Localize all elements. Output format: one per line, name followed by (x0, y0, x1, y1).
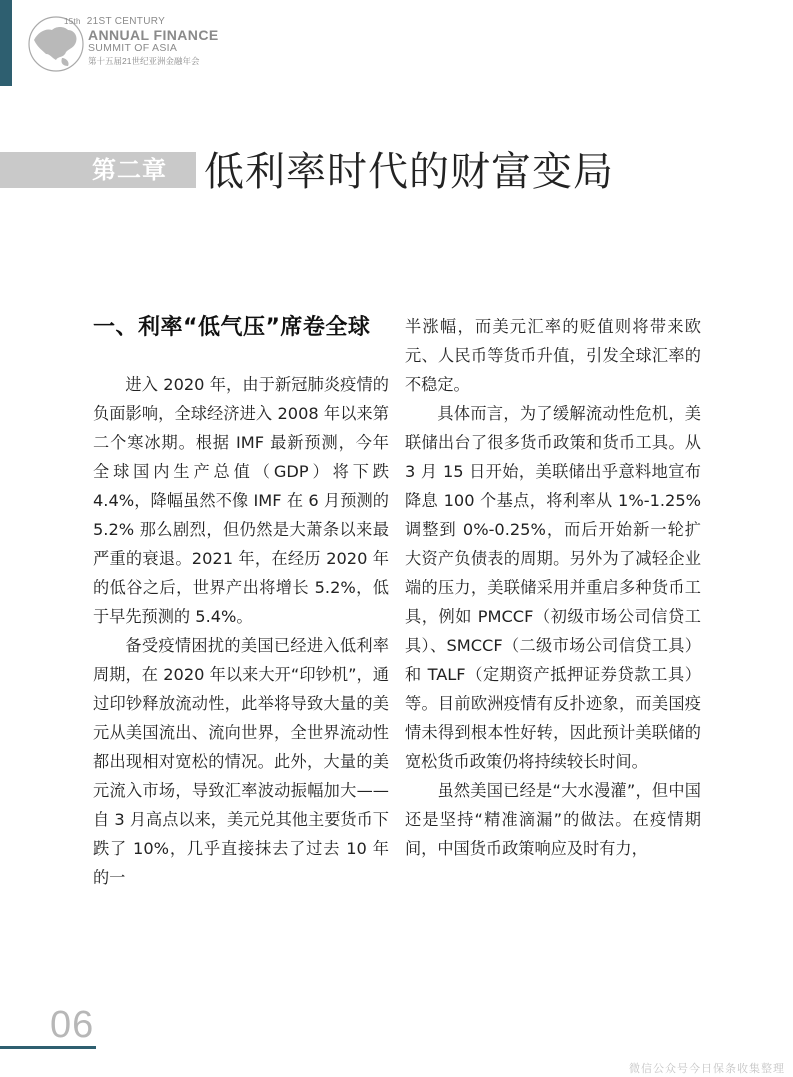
page-number: 06 (50, 1004, 95, 1046)
summit-logo-text (64, 16, 219, 68)
chapter-label: 第二章 (92, 156, 167, 184)
paragraph: 备受疫情困扰的美国已经进入低利率周期，在 2020 年以来大开“印钞机”，通过印钞释放流动性，此举将导致大量的美元从美国流出、流向世界，全世界流动性都出现相对宽松的情况。此外，大量的美元流入市场，导致汇率波动振幅加大——自 3 月高点以来，美元兑其他主要货币下跌了 10%，几乎直接抹去了过去 10 年的一 (93, 636, 389, 887)
logo-line-2: ANNUAL FINANCE (88, 27, 219, 43)
paragraph: 虽然美国已经是“大水漫灌”，但中国还是坚持“精准滴漏”的做法。在疫情期间，中国货币政策响应及时有力， (405, 781, 701, 858)
left-column (93, 312, 389, 892)
paragraph: 具体而言，为了缓解流动性危机，美联储出台了很多货币政策和货币工具。从 3 月 15 日开始，美联储出乎意料地宣布降息 100 个基点，将利率从 1%-1.25% 调整到 0%-0.25%，而后开始新一轮扩大资产负债表的周期。另外为了减轻企业端的压力，美联储采用并重启多种货币工具，例如 PMCCF（初级市场公司信贷工具）、SMCCF（二级市场公司信贷工具）和 TALF（定期资产抵押证券贷款工具）等。目前欧洲疫情有反扑迹象，而美国疫情未得到根本性好转，因此预计美联储的宽松货币政策仍将持续较长时间。 (405, 404, 701, 771)
logo-line-4: 第十五届21世纪亚洲金融年会 (88, 56, 200, 66)
section-heading: 一、利率“低气压”席卷全球 (93, 315, 371, 340)
right-column (405, 312, 701, 863)
logo-line-3: SUMMIT OF ASIA (88, 42, 178, 54)
edition-label: 15th (64, 17, 81, 26)
chapter-title: 低利率时代的财富变局 (204, 149, 614, 195)
paragraph: 进入 2020 年，由于新冠肺炎疫情的负面影响，全球经济进入 2008 年以来第二个寒冰期。根据 IMF 最新预测，今年全球国内生产总值（GDP）将下跌 4.4%，降幅虽然不像 IMF 在 6 月预测的 5.2% 那么剧烈，但仍然是大萧条以来最严重的衰退。2021 年，在经历 2020 年的低谷之后，世界产出将增长 5.2%，低于早先预测的 5.4%。 (93, 375, 389, 626)
paragraph-continuation: 半涨幅，而美元汇率的贬值则将带来欧元、人民币等货币升值，引发全球汇率的不稳定。 (405, 317, 701, 394)
header-accent-bar (0, 0, 12, 86)
page-number-underline (0, 1046, 96, 1049)
logo-line-1: 21ST CENTURY (86, 16, 166, 27)
watermark-text: 微信公众号今日保条收集整理 (629, 1062, 785, 1075)
